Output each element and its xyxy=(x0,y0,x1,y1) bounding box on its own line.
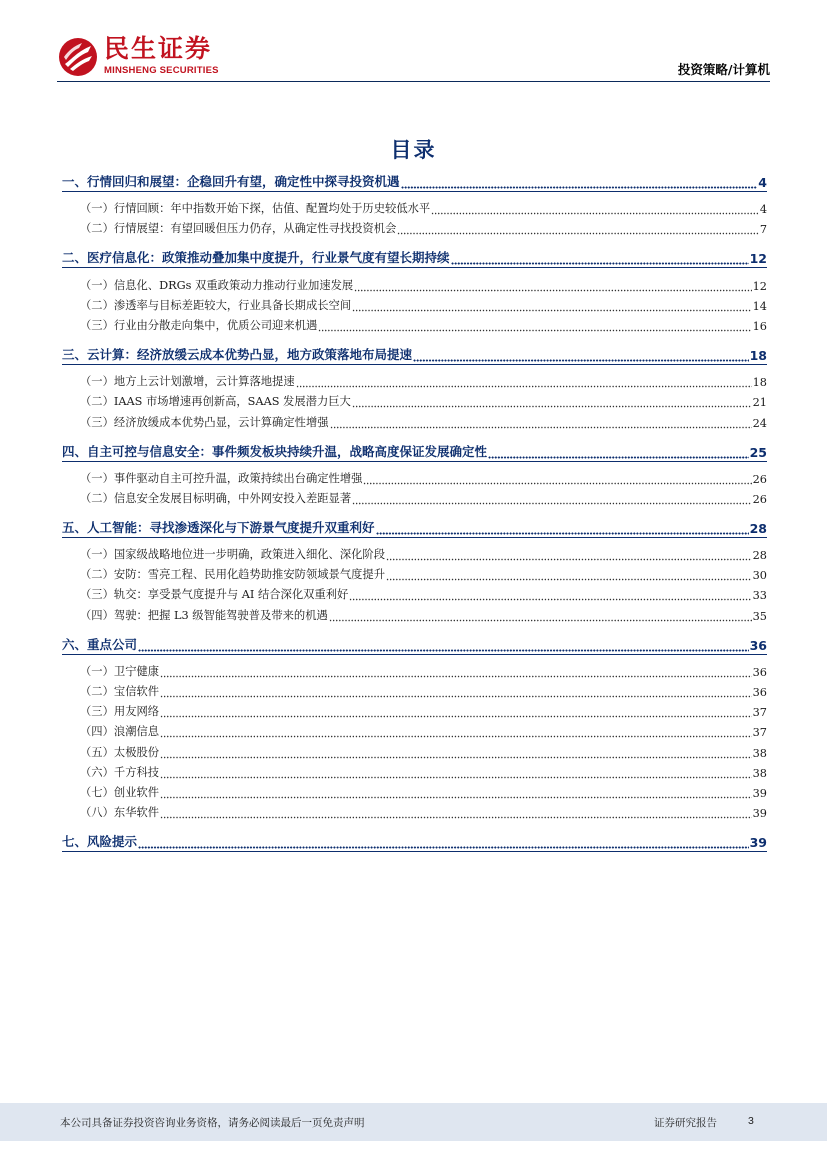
toc-entry-page: 12 xyxy=(749,251,767,267)
toc-subsection-entry[interactable] xyxy=(62,659,767,679)
toc-leader-dots xyxy=(349,592,751,602)
toc-subsection-entry[interactable] xyxy=(62,216,767,236)
toc-entry-page: 35 xyxy=(752,609,767,623)
toc-leader-dots xyxy=(330,420,752,430)
page-number: 3 xyxy=(748,1115,754,1127)
toc-entry-label: （一）卫宁健康 xyxy=(80,664,160,678)
toc-entry-label: 七、风险提示 xyxy=(62,834,138,850)
toc-entry-label: （一）信息化、DRGs 双重政策动力推动行业加速发展 xyxy=(80,278,354,292)
toc-leader-dots xyxy=(354,283,751,293)
toc-entry-page: 37 xyxy=(752,706,767,720)
toc-leader-dots xyxy=(397,226,758,236)
toc-entry-label: （二）安防：雪亮工程、民用化趋势助推安防领域景气度提升 xyxy=(80,568,386,582)
toc-entry-label: 一、行情回归和展望：企稳回升有望，确定性中探寻投资机遇 xyxy=(62,174,400,189)
toc-section-entry[interactable] xyxy=(62,343,767,363)
toc-entry-page: 39 xyxy=(752,807,767,821)
toc-entry-label: （三）轨交：享受景气度提升与 AI 结合深化双重利好 xyxy=(80,588,349,602)
toc-leader-dots xyxy=(160,750,752,760)
toc-entry-page: 21 xyxy=(752,396,767,410)
toc-leader-dots xyxy=(160,669,752,679)
toc-entry-page: 30 xyxy=(752,569,767,583)
brand-name-en: MINSHENG SECURITIES xyxy=(104,65,219,76)
toc-subsection-entry[interactable] xyxy=(62,739,767,759)
toc-entry-label: （一）事件驱动自主可控升温，政策持续出台确定性增强 xyxy=(80,471,363,485)
table-of-contents xyxy=(62,170,767,856)
toc-entry-label: （一）国家级战略地位进一步明确，政策进入细化、深化阶段 xyxy=(80,548,386,562)
toc-entry-page: 24 xyxy=(752,416,767,430)
toc-subsection-entry[interactable] xyxy=(62,602,767,622)
toc-section-entry[interactable] xyxy=(62,633,767,653)
toc-leader-dots xyxy=(352,399,752,409)
toc-leader-dots xyxy=(160,790,752,800)
toc-leader-dots xyxy=(413,353,749,363)
toc-leader-dots xyxy=(401,180,758,190)
toc-entry-label: （四）浪潮信息 xyxy=(80,725,160,739)
toc-entry-page: 38 xyxy=(752,766,767,780)
toc-leader-dots xyxy=(138,643,749,653)
toc-entry-page: 39 xyxy=(749,835,767,851)
toc-leader-dots xyxy=(431,206,759,216)
toc-section-entry[interactable] xyxy=(62,246,767,266)
toc-entry-page: 26 xyxy=(752,492,767,506)
toc-entry-label: 三、云计算：经济放缓云成本优势凸显，地方政策落地布局提速 xyxy=(62,346,413,362)
toc-entry-page: 39 xyxy=(752,786,767,800)
toc-leader-dots xyxy=(138,840,749,850)
toc-entry-page: 26 xyxy=(752,472,767,486)
report-category: 投资策略/计算机 xyxy=(677,62,770,77)
brand-name-cn: 民生证券 xyxy=(104,34,213,63)
toc-entry-label: （六）千方科技 xyxy=(80,765,160,779)
toc-entry-label: （一）行情回顾：年中指数开始下探，估值、配置均处于历史较低水平 xyxy=(80,202,431,216)
toc-leader-dots xyxy=(386,552,752,562)
toc-entry-label: （三）经济放缓成本优势凸显，云计算确定性增强 xyxy=(80,415,329,429)
toc-entry-label: 四、自主可控与信息安全：事件频发板块持续升温，战略高度保证发展确定性 xyxy=(62,443,488,459)
toc-entry-page: 14 xyxy=(752,299,767,313)
toc-entry-label: 六、重点公司 xyxy=(62,636,138,652)
toc-entry-label: （一）地方上云计划激增，云计算落地提速 xyxy=(80,375,295,389)
page-footer xyxy=(0,1103,827,1141)
toc-subsection-entry[interactable] xyxy=(62,272,767,292)
toc-entry-page: 36 xyxy=(749,637,767,653)
toc-subsection-entry[interactable] xyxy=(62,542,767,562)
toc-entry-page: 18 xyxy=(752,376,767,390)
toc-leader-dots xyxy=(386,572,752,582)
minsheng-logo-icon xyxy=(58,37,98,77)
toc-entry-label: 二、医疗信息化：政策推动叠加集中度提升，行业景气度有望长期持续 xyxy=(62,250,450,266)
page-header xyxy=(0,0,827,82)
toc-entry-label: （七）创业软件 xyxy=(80,785,160,799)
toc-leader-dots xyxy=(160,709,752,719)
toc-section-entry[interactable] xyxy=(62,830,767,850)
toc-entry-label: （三）用友网络 xyxy=(80,705,160,719)
toc-entry-page: 33 xyxy=(752,589,767,603)
toc-leader-dots xyxy=(296,379,752,389)
toc-leader-dots xyxy=(451,256,749,266)
toc-entry-page: 18 xyxy=(749,347,767,363)
toc-leader-dots xyxy=(363,476,751,486)
toc-leader-dots xyxy=(488,450,749,460)
toc-subsection-entry[interactable] xyxy=(62,562,767,582)
toc-leader-dots xyxy=(160,810,752,820)
toc-entry-label: （二）渗透率与目标差距较大，行业具备长期成长空间 xyxy=(80,298,352,312)
footer-disclaimer: 本公司具备证券投资咨询业务资格，请务必阅读最后一页免责声明 xyxy=(60,1117,365,1129)
toc-entry-label: （二）信息安全发展目标明确，中外网安投入差距显著 xyxy=(80,491,352,505)
toc-entry-page: 16 xyxy=(752,319,767,333)
toc-entry-page: 25 xyxy=(749,444,767,460)
toc-entry-page: 36 xyxy=(752,686,767,699)
toc-subsection-entry[interactable] xyxy=(62,760,767,780)
toc-entry-page: 28 xyxy=(752,549,767,563)
toc-entry-page: 37 xyxy=(752,726,767,740)
toc-entry-page: 4 xyxy=(759,203,767,217)
toc-entry-label: （二）宝信软件 xyxy=(80,685,160,698)
toc-subsection-entry[interactable] xyxy=(62,486,767,506)
toc-leader-dots xyxy=(352,496,751,506)
toc-title: 目录 xyxy=(390,138,437,162)
toc-subsection-entry[interactable] xyxy=(62,409,767,429)
toc-section-entry[interactable] xyxy=(62,440,767,460)
toc-entry-page: 36 xyxy=(752,665,767,679)
toc-subsection-entry[interactable] xyxy=(62,389,767,409)
toc-entry-label: （四）驾驶：把握 L3 级智能驾驶普及带来的机遇 xyxy=(80,608,328,622)
toc-subsection-entry[interactable] xyxy=(62,466,767,486)
toc-entry-label: （八）东华软件 xyxy=(80,806,160,820)
toc-subsection-entry[interactable] xyxy=(62,196,767,216)
toc-subsection-entry[interactable] xyxy=(62,699,767,719)
toc-leader-dots xyxy=(318,323,751,333)
toc-entry-label: 五、人工智能：寻找渗透深化与下游景气度提升双重利好 xyxy=(62,519,375,535)
footer-report-type: 证券研究报告 xyxy=(654,1117,717,1129)
toc-entry-label: （二）行情展望：有望回暖但压力仍存，从确定性寻找投资机会 xyxy=(80,222,397,236)
toc-entry-page: 38 xyxy=(752,746,767,760)
toc-subsection-entry[interactable] xyxy=(62,719,767,739)
toc-entry-page: 12 xyxy=(752,279,767,293)
toc-subsection-entry[interactable] xyxy=(62,293,767,313)
toc-entry-page: 4 xyxy=(758,175,767,190)
toc-leader-dots xyxy=(160,689,752,699)
toc-leader-dots xyxy=(376,526,749,536)
toc-subsection-entry[interactable] xyxy=(62,313,767,333)
toc-entry-label: （二）IAAS 市场增速再创新高，SAAS 发展潜力巨大 xyxy=(80,395,351,409)
toc-leader-dots xyxy=(352,303,751,313)
toc-subsection-entry[interactable] xyxy=(62,369,767,389)
toc-leader-dots xyxy=(329,613,752,623)
toc-subsection-entry[interactable] xyxy=(62,582,767,602)
toc-subsection-entry[interactable] xyxy=(62,780,767,800)
toc-subsection-entry[interactable] xyxy=(62,800,767,820)
toc-leader-dots xyxy=(160,729,752,739)
header-divider xyxy=(57,81,770,82)
toc-entry-page: 28 xyxy=(749,520,767,536)
toc-entry-label: （五）太极股份 xyxy=(80,745,160,759)
toc-entry-label: （三）行业由分散走向集中，优质公司迎来机遇 xyxy=(80,318,318,332)
toc-section-entry[interactable] xyxy=(62,516,767,536)
toc-leader-dots xyxy=(160,770,752,780)
toc-section-entry[interactable] xyxy=(62,170,767,190)
toc-subsection-entry[interactable] xyxy=(62,679,767,699)
toc-entry-page: 7 xyxy=(759,223,767,237)
